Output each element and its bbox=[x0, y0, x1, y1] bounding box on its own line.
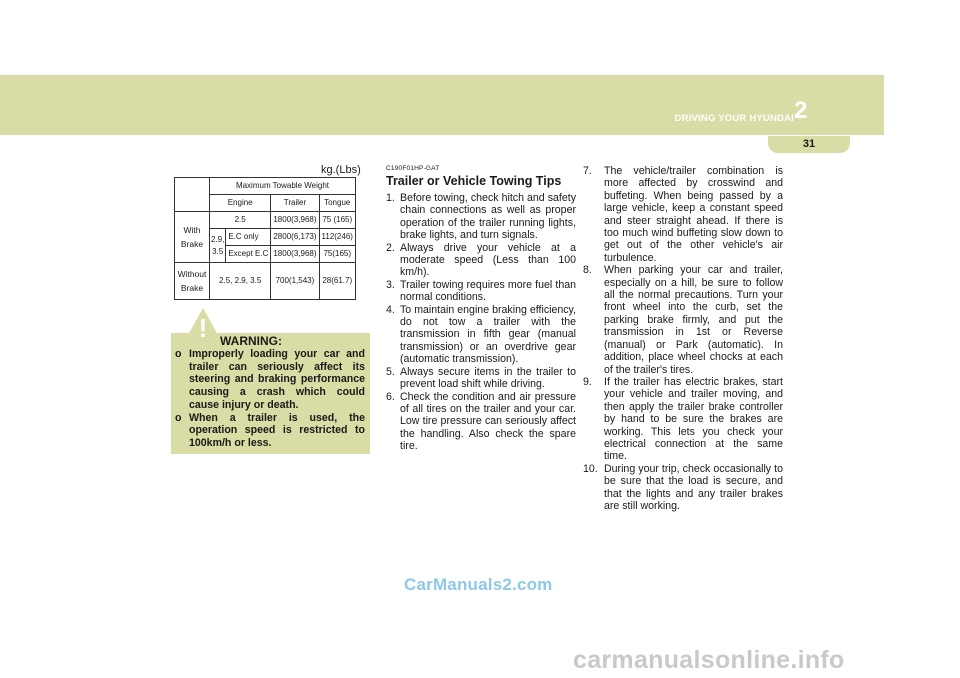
list-item: o Improperly loading your car and trailer can seriously affect its steering and braking performance causing a crash which could cause injury or death. bbox=[175, 348, 365, 411]
header-trailer: Trailer bbox=[271, 195, 319, 212]
towing-tips-list bbox=[583, 165, 783, 512]
sub-except-ec: Except E.C bbox=[226, 246, 271, 263]
table-corner-cell bbox=[175, 178, 210, 212]
trailer-value: 2800(6,173) bbox=[271, 229, 319, 246]
list-item: 2. Always drive your vehicle at a moderate speed (Less than 100 km/h). bbox=[386, 241, 576, 279]
table-row bbox=[175, 212, 356, 229]
trailer-value: 700(1,543) bbox=[271, 263, 319, 300]
section-label: DRIVING YOUR HYUNDAI bbox=[674, 113, 794, 124]
table-row bbox=[175, 263, 356, 300]
tongue-value: 112(246) bbox=[319, 229, 355, 246]
section-number: 2 bbox=[794, 97, 808, 124]
list-item: 1. Before towing, check hitch and safety chain connections as well as proper operation of the trailer running lights, brake lights, and turn signals. bbox=[386, 192, 576, 242]
without-brake-label: Without Brake bbox=[175, 263, 210, 300]
trailer-value: 1800(3,968) bbox=[271, 246, 319, 263]
site-watermark: carmanualsonline.info bbox=[573, 646, 845, 674]
section-code: C190F01HP-GAT bbox=[386, 165, 440, 172]
list-item: o When a trailer is used, the operation speed is restricted to 100km/h or less. bbox=[175, 411, 365, 449]
warning-list bbox=[175, 348, 365, 450]
towing-tips-column-1 bbox=[386, 165, 576, 453]
towable-weight-table bbox=[174, 177, 356, 300]
unit-label: kg.(Lbs) bbox=[321, 164, 361, 176]
header-band bbox=[0, 75, 884, 135]
tongue-value: 28(61.7) bbox=[319, 263, 355, 300]
list-item: 9. If the trailer has electric brakes, start your vehicle and trailer moving, and then apply the trailer brake controller by hand to be sure the brakes are working. This lets you check your electrical connection at the same time. bbox=[583, 375, 783, 463]
header-engine: Engine bbox=[210, 195, 271, 212]
list-item: 10. During your trip, check occasionally to be sure that the load is secure, and that the lights and any trailer brakes are still working. bbox=[583, 462, 783, 512]
engine-all: 2.5, 2.9, 3.5 bbox=[210, 263, 271, 300]
tongue-value: 75 (165) bbox=[319, 212, 355, 229]
list-item: 4. To maintain engine braking efficiency, do not tow a trailer with the transmission in fifth gear (manual transmission) or an overdrive gear (automatic transmission). bbox=[386, 303, 576, 366]
sub-ec-only: E.C only bbox=[226, 229, 271, 246]
warning-title: WARNING: bbox=[220, 334, 282, 348]
carmanuals-logo[interactable]: CarManuals2.com bbox=[404, 575, 553, 594]
header-tongue: Tongue bbox=[319, 195, 355, 212]
page-number: 31 bbox=[768, 136, 850, 153]
list-item: 3. Trailer towing requires more fuel than normal conditions. bbox=[386, 278, 576, 304]
list-item: 7. The vehicle/trailer combination is more affected by crosswind and buffeting. When being passed by a large vehicle, keep a constant speed and steer straight ahead. If there is too much wind buffeting slow down to get out of the other vehicle's air turbulence. bbox=[583, 165, 783, 264]
towing-tips-list bbox=[386, 192, 576, 453]
engine-29-35: 2.9, 3.5 bbox=[210, 229, 226, 263]
engine-25: 2.5 bbox=[210, 212, 271, 229]
list-item: 6. Check the condition and air pressure of all tires on the trailer and your car. Low tire pressure can seriously affect the handling. Also check the spare tire. bbox=[386, 390, 576, 453]
towing-tips-column-2 bbox=[583, 165, 783, 512]
list-item: 5. Always secure items in the trailer to prevent load shift while driving. bbox=[386, 365, 576, 391]
tongue-value: 75(165) bbox=[319, 246, 355, 263]
section-heading: Trailer or Vehicle Towing Tips bbox=[386, 174, 562, 188]
with-brake-label: With Brake bbox=[175, 212, 210, 263]
trailer-value: 1800(3,968) bbox=[271, 212, 319, 229]
list-item: 8. When parking your car and trailer, especially on a hill, be sure to follow all the normal precautions. Turn your front wheel into the curb, set the parking brake firmly, and put the transmission in 1st or Reverse (manual) or Park (automatic). In addition, place wheel chocks at each of the trailer's tires. bbox=[583, 264, 783, 376]
exclamation-icon: ! bbox=[198, 313, 208, 343]
table-title: Maximum Towable Weight bbox=[210, 178, 356, 195]
